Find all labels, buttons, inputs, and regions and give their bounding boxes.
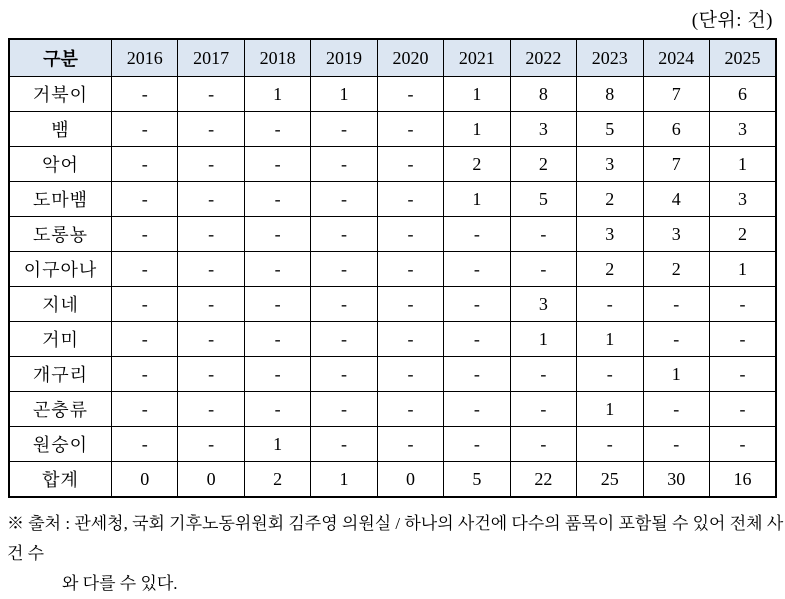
value-cell: - bbox=[577, 357, 643, 392]
value-cell: - bbox=[311, 392, 377, 427]
total-value-cell: 2 bbox=[244, 462, 310, 498]
total-value-cell: 22 bbox=[510, 462, 576, 498]
value-cell: 1 bbox=[709, 147, 776, 182]
value-cell: - bbox=[244, 147, 310, 182]
value-cell: - bbox=[577, 427, 643, 462]
value-cell: - bbox=[112, 112, 178, 147]
col-header-year: 2018 bbox=[244, 39, 310, 77]
value-cell: - bbox=[643, 322, 709, 357]
value-cell: 3 bbox=[709, 182, 776, 217]
value-cell: - bbox=[377, 217, 443, 252]
value-cell: - bbox=[178, 77, 244, 112]
value-cell: - bbox=[112, 252, 178, 287]
value-cell: - bbox=[643, 392, 709, 427]
value-cell: - bbox=[178, 182, 244, 217]
value-cell: 6 bbox=[643, 112, 709, 147]
value-cell: - bbox=[709, 287, 776, 322]
total-value-cell: 30 bbox=[643, 462, 709, 498]
value-cell: - bbox=[244, 252, 310, 287]
value-cell: - bbox=[112, 147, 178, 182]
row-label: 거북이 bbox=[9, 77, 112, 112]
value-cell: 5 bbox=[577, 112, 643, 147]
value-cell: 7 bbox=[643, 77, 709, 112]
value-cell: 1 bbox=[311, 77, 377, 112]
value-cell: - bbox=[311, 357, 377, 392]
value-cell: 1 bbox=[444, 77, 510, 112]
value-cell: - bbox=[709, 322, 776, 357]
col-header-category: 구분 bbox=[9, 39, 112, 77]
value-cell: - bbox=[112, 182, 178, 217]
value-cell: - bbox=[444, 217, 510, 252]
value-cell: - bbox=[510, 217, 576, 252]
value-cell: - bbox=[244, 287, 310, 322]
table-row bbox=[9, 427, 776, 462]
value-cell: - bbox=[244, 112, 310, 147]
total-value-cell: 5 bbox=[444, 462, 510, 498]
table-row bbox=[9, 112, 776, 147]
value-cell: - bbox=[510, 357, 576, 392]
value-cell: - bbox=[311, 147, 377, 182]
value-cell: - bbox=[311, 322, 377, 357]
table-row bbox=[9, 252, 776, 287]
table-header-row bbox=[9, 39, 776, 77]
table-row bbox=[9, 77, 776, 112]
value-cell: 3 bbox=[577, 147, 643, 182]
value-cell: - bbox=[510, 252, 576, 287]
value-cell: - bbox=[112, 427, 178, 462]
col-header-year: 2022 bbox=[510, 39, 576, 77]
total-value-cell: 0 bbox=[112, 462, 178, 498]
value-cell: - bbox=[377, 252, 443, 287]
value-cell: 1 bbox=[577, 392, 643, 427]
value-cell: - bbox=[244, 182, 310, 217]
row-label: 지네 bbox=[9, 287, 112, 322]
value-cell: - bbox=[311, 182, 377, 217]
value-cell: - bbox=[112, 77, 178, 112]
value-cell: 1 bbox=[444, 112, 510, 147]
col-header-year: 2024 bbox=[643, 39, 709, 77]
row-label: 거미 bbox=[9, 322, 112, 357]
value-cell: 6 bbox=[709, 77, 776, 112]
total-value-cell: 1 bbox=[311, 462, 377, 498]
value-cell: - bbox=[178, 217, 244, 252]
value-cell: 1 bbox=[244, 77, 310, 112]
value-cell: 2 bbox=[709, 217, 776, 252]
table-row bbox=[9, 182, 776, 217]
value-cell: - bbox=[112, 357, 178, 392]
table-row bbox=[9, 217, 776, 252]
value-cell: 1 bbox=[709, 252, 776, 287]
footnote-line-2: 와 다를 수 있다. bbox=[62, 574, 178, 593]
col-header-year: 2025 bbox=[709, 39, 776, 77]
row-label: 곤충류 bbox=[9, 392, 112, 427]
row-label: 도마뱀 bbox=[9, 182, 112, 217]
value-cell: 7 bbox=[643, 147, 709, 182]
value-cell: - bbox=[709, 392, 776, 427]
table-head bbox=[9, 39, 776, 77]
table-row bbox=[9, 357, 776, 392]
value-cell: 2 bbox=[510, 147, 576, 182]
value-cell: - bbox=[377, 357, 443, 392]
row-label: 이구아나 bbox=[9, 252, 112, 287]
value-cell: - bbox=[244, 217, 310, 252]
value-cell: - bbox=[444, 287, 510, 322]
value-cell: - bbox=[178, 392, 244, 427]
value-cell: 3 bbox=[643, 217, 709, 252]
table-row bbox=[9, 392, 776, 427]
value-cell: - bbox=[444, 322, 510, 357]
value-cell: - bbox=[510, 427, 576, 462]
unit-label: (단위: 건) bbox=[691, 10, 773, 31]
data-table bbox=[8, 38, 777, 498]
table-row bbox=[9, 147, 776, 182]
col-header-year: 2016 bbox=[112, 39, 178, 77]
row-label: 악어 bbox=[9, 147, 112, 182]
value-cell: - bbox=[377, 147, 443, 182]
col-header-year: 2019 bbox=[311, 39, 377, 77]
value-cell: 1 bbox=[510, 322, 576, 357]
row-label: 개구리 bbox=[9, 357, 112, 392]
value-cell: 1 bbox=[444, 182, 510, 217]
value-cell: 1 bbox=[244, 427, 310, 462]
col-header-year: 2017 bbox=[178, 39, 244, 77]
value-cell: 8 bbox=[510, 77, 576, 112]
value-cell: - bbox=[709, 427, 776, 462]
value-cell: - bbox=[377, 322, 443, 357]
value-cell: 2 bbox=[444, 147, 510, 182]
value-cell: 2 bbox=[577, 182, 643, 217]
value-cell: 1 bbox=[577, 322, 643, 357]
value-cell: - bbox=[178, 112, 244, 147]
total-row-label: 합계 bbox=[9, 462, 112, 498]
value-cell: - bbox=[112, 217, 178, 252]
value-cell: 8 bbox=[577, 77, 643, 112]
value-cell: - bbox=[377, 112, 443, 147]
table-body bbox=[9, 77, 776, 498]
value-cell: - bbox=[444, 427, 510, 462]
total-row bbox=[9, 462, 776, 498]
value-cell: 1 bbox=[643, 357, 709, 392]
value-cell: - bbox=[377, 427, 443, 462]
value-cell: - bbox=[643, 287, 709, 322]
value-cell: 5 bbox=[510, 182, 576, 217]
value-cell: - bbox=[311, 252, 377, 287]
value-cell: 3 bbox=[510, 112, 576, 147]
value-cell: - bbox=[709, 357, 776, 392]
value-cell: - bbox=[112, 392, 178, 427]
value-cell: 3 bbox=[709, 112, 776, 147]
footnote bbox=[0, 509, 785, 599]
value-cell: - bbox=[244, 357, 310, 392]
value-cell: - bbox=[178, 287, 244, 322]
value-cell: 3 bbox=[510, 287, 576, 322]
value-cell: - bbox=[112, 322, 178, 357]
value-cell: - bbox=[577, 287, 643, 322]
value-cell: - bbox=[377, 77, 443, 112]
value-cell: - bbox=[178, 252, 244, 287]
row-label: 뱀 bbox=[9, 112, 112, 147]
value-cell: - bbox=[178, 357, 244, 392]
total-value-cell: 16 bbox=[709, 462, 776, 498]
col-header-year: 2023 bbox=[577, 39, 643, 77]
value-cell: 2 bbox=[643, 252, 709, 287]
value-cell: - bbox=[377, 287, 443, 322]
value-cell: 3 bbox=[577, 217, 643, 252]
value-cell: - bbox=[311, 217, 377, 252]
value-cell: - bbox=[311, 427, 377, 462]
col-header-year: 2020 bbox=[377, 39, 443, 77]
row-label: 원숭이 bbox=[9, 427, 112, 462]
value-cell: - bbox=[244, 322, 310, 357]
value-cell: - bbox=[377, 392, 443, 427]
value-cell: - bbox=[178, 147, 244, 182]
table-row bbox=[9, 287, 776, 322]
value-cell: - bbox=[444, 357, 510, 392]
value-cell: - bbox=[244, 392, 310, 427]
footnote-line-1: ※ 출처 : 관세청, 국회 기후노동위원회 김주영 의원실 / 하나의 사건에 다수의 품목이 포함될 수 있어 전체 사건 수 bbox=[7, 514, 784, 563]
value-cell: 2 bbox=[577, 252, 643, 287]
value-cell: - bbox=[444, 252, 510, 287]
value-cell: - bbox=[311, 287, 377, 322]
row-label: 도롱뇽 bbox=[9, 217, 112, 252]
total-value-cell: 0 bbox=[377, 462, 443, 498]
total-value-cell: 25 bbox=[577, 462, 643, 498]
value-cell: - bbox=[178, 427, 244, 462]
value-cell: - bbox=[311, 112, 377, 147]
table-row bbox=[9, 322, 776, 357]
value-cell: - bbox=[444, 392, 510, 427]
total-value-cell: 0 bbox=[178, 462, 244, 498]
value-cell: - bbox=[112, 287, 178, 322]
value-cell: - bbox=[377, 182, 443, 217]
value-cell: - bbox=[510, 392, 576, 427]
col-header-year: 2021 bbox=[444, 39, 510, 77]
value-cell: - bbox=[178, 322, 244, 357]
value-cell: 4 bbox=[643, 182, 709, 217]
value-cell: - bbox=[643, 427, 709, 462]
